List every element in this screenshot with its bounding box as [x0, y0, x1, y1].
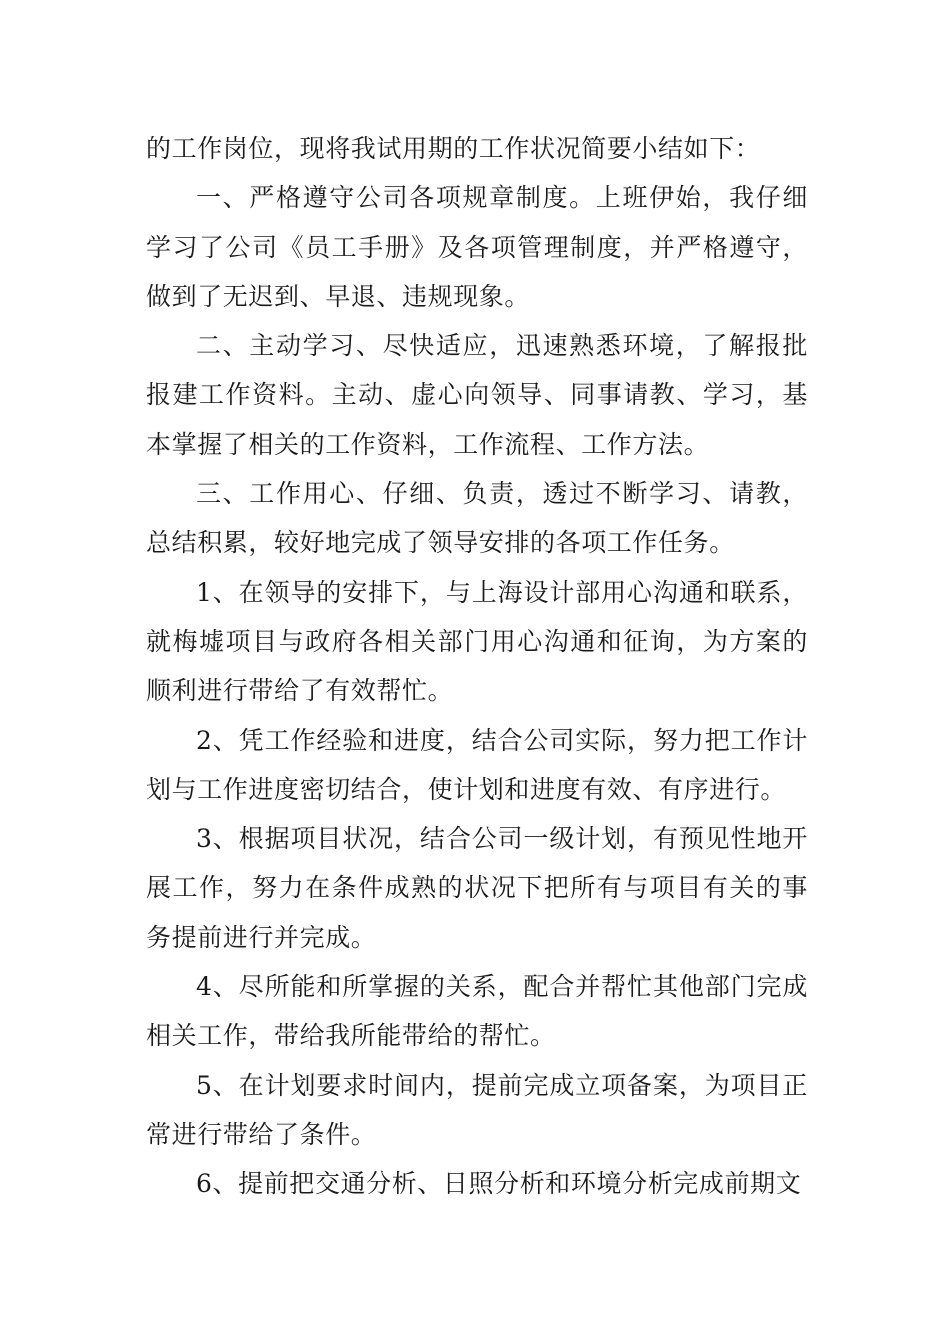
paragraph-item-4: 4、尽所能和所掌握的关系，配合并帮忙其他部门完成相关工作，带给我所能带给的帮忙。 [146, 972, 808, 1051]
paragraph-continuation: 的工作岗位，现将我试用期的工作状况简要小结如下： [146, 134, 761, 163]
document-body [146, 124, 808, 1209]
paragraph-item-6: 6、提前把交通分析、日照分析和环境分析完成前期文 [196, 1169, 802, 1199]
paragraph-section-3: 三、工作用心、仔细、负责，透过不断学习、请教，总结积累，较好地完成了领导安排的各项工作任务。 [146, 479, 808, 558]
paragraph-section-1: 一、严格遵守公司各项规章制度。上班伊始，我仔细学习了公司《员工手册》及各项管理制度，并严格遵守，做到了无迟到、早退、违规现象。 [146, 183, 808, 311]
paragraph-section-2: 二、主动学习、尽快适应，迅速熟悉环境，了解报批报建工作资料。主动、虚心向领导、同事请教、学习，基本掌握了相关的工作资料，工作流程、工作方法。 [146, 331, 808, 459]
paragraph-item-1: 1、在领导的安排下，与上海设计部用心沟通和联系，就梅墟项目与政府各相关部门用心沟通和征询，为方案的顺利进行带给了有效帮忙。 [146, 577, 808, 706]
paragraph-item-5: 5、在计划要求时间内，提前完成立项备案，为项目正常进行带给了条件。 [146, 1070, 808, 1149]
paragraph-item-2: 2、凭工作经验和进度，结合公司实际，努力把工作计划与工作进度密切结合，使计划和进度有效、有序进行。 [146, 725, 808, 804]
paragraph-item-3: 3、根据项目状况，结合公司一级计划，有预见性地开展工作，努力在条件成熟的状况下把所有与项目有关的事务提前进行并完成。 [146, 824, 808, 952]
